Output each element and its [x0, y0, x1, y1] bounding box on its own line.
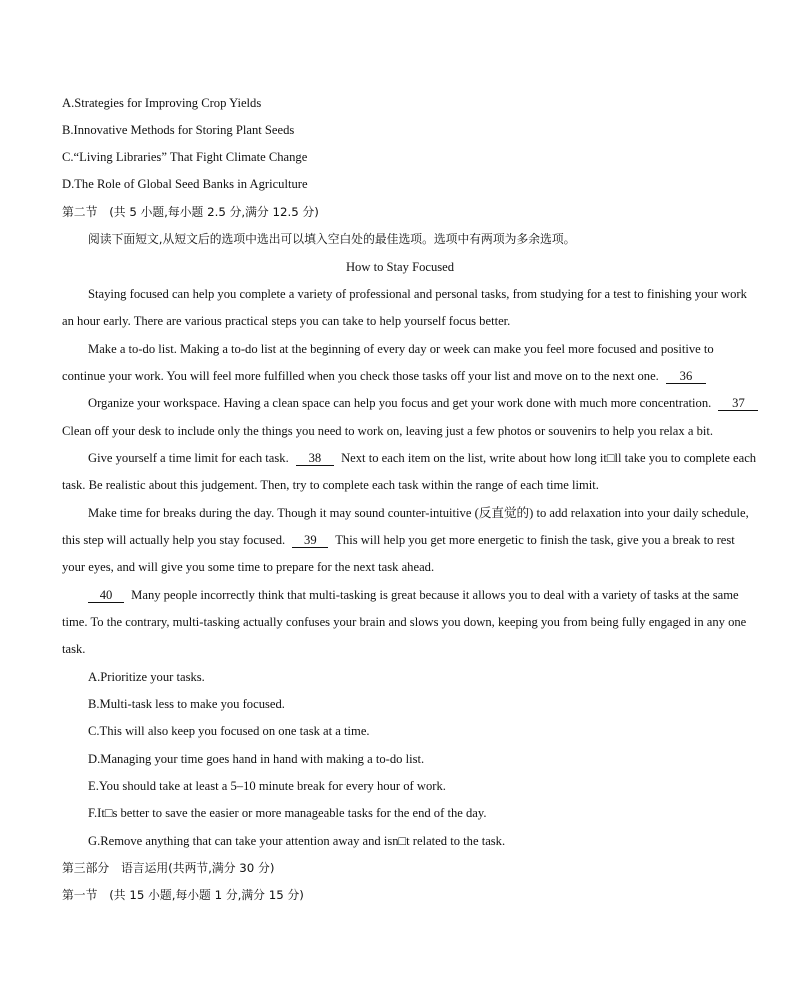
p3-line1-text: Organize your workspace. Having a clean space can help you focus and get your work done with much more concentration.: [88, 396, 712, 410]
p6-line2: time. To the contrary, multi-tasking actually confuses your brain and slows you down, keeping you from being fully engaged in any one: [62, 615, 747, 629]
blank-38: 38: [296, 452, 334, 466]
option-c: C.This will also keep you focused on one task at a time.: [88, 724, 370, 738]
prev-option-b: B.Innovative Methods for Storing Plant Seeds: [62, 123, 295, 137]
p1-line1: Staying focused can help you complete a variety of professional and personal tasks, from studying for a test to finishing your work: [88, 287, 747, 301]
blank-39: 39: [292, 534, 328, 548]
prev-option-a: A.Strategies for Improving Crop Yields: [62, 96, 262, 110]
section2-instruction: 阅读下面短文,从短文后的选项中选出可以填入空白处的最佳选项。选项中有两项为多余选项。: [88, 232, 576, 246]
p3-line2: Clean off your desk to include only the things you need to work on, leaving just a few photos or souvenirs to help you relax a bit.: [62, 424, 714, 438]
p5-line2-text-a: this step will actually help you stay focused.: [62, 533, 286, 547]
p1-line2: an hour early. There are various practical steps you can take to help yourself focus better.: [62, 314, 511, 328]
p5-line3: your eyes, and will give you some time to prepare for the next task ahead.: [62, 560, 435, 574]
prev-option-c: C.“Living Libraries” That Fight Climate Change: [62, 150, 308, 164]
p5-line2-text-b: This will help you get more energetic to finish the task, give you a break to rest: [335, 533, 735, 547]
option-d: D.Managing your time goes hand in hand with making a to-do list.: [88, 752, 425, 766]
option-e: E.You should take at least a 5–10 minute break for every hour of work.: [88, 779, 446, 793]
p5-line2: [62, 532, 735, 548]
p5-line1: Make time for breaks during the day. Though it may sound counter-intuitive (反直觉的) to add relaxation into your daily schedule,: [88, 506, 749, 520]
option-f: F.It□s better to save the easier or more manageable tasks for the end of the day.: [88, 806, 487, 820]
p4-line1: [88, 450, 756, 466]
p3-line1: [88, 395, 758, 411]
blank-37: 37: [718, 397, 758, 411]
p2-line2: [62, 368, 706, 384]
p4-line1-text-b: Next to each item on the list, write about how long it□ll take you to complete each: [341, 451, 757, 465]
part3-section1-heading: 第一节 (共 15 小题,每小题 1 分,满分 15 分): [62, 888, 304, 902]
option-g: G.Remove anything that can take your attention away and isn□t related to the task.: [88, 834, 506, 848]
option-b: B.Multi-task less to make you focused.: [88, 697, 285, 711]
blank-40: 40: [88, 589, 124, 603]
p4-line2: task. Be realistic about this judgement. Then, try to complete each task within the range of each time limit.: [62, 478, 599, 492]
p2-line1: Make a to-do list. Making a to-do list at the beginning of every day or week can make you feel more focused and positive to: [88, 342, 714, 356]
option-a: A.Prioritize your tasks.: [88, 670, 205, 684]
section2-heading: 第二节 (共 5 小题,每小题 2.5 分,满分 12.5 分): [62, 205, 319, 219]
p4-line1-text-a: Give yourself a time limit for each task.: [88, 451, 289, 465]
p2-line2-text: continue your work. You will feel more fulfilled when you check those tasks off your list and move on to the next one.: [62, 369, 659, 383]
p6-line1-text: Many people incorrectly think that multi-tasking is great because it allows you to deal with a variety of tasks at the same: [131, 588, 739, 602]
part3-heading: 第三部分 语言运用(共两节,满分 30 分): [62, 861, 275, 875]
p6-line3: task.: [62, 642, 86, 656]
prev-option-d: D.The Role of Global Seed Banks in Agriculture: [62, 177, 308, 191]
p6-line1: [88, 587, 739, 603]
passage-title: How to Stay Focused: [345, 260, 455, 274]
blank-36: 36: [666, 370, 706, 384]
